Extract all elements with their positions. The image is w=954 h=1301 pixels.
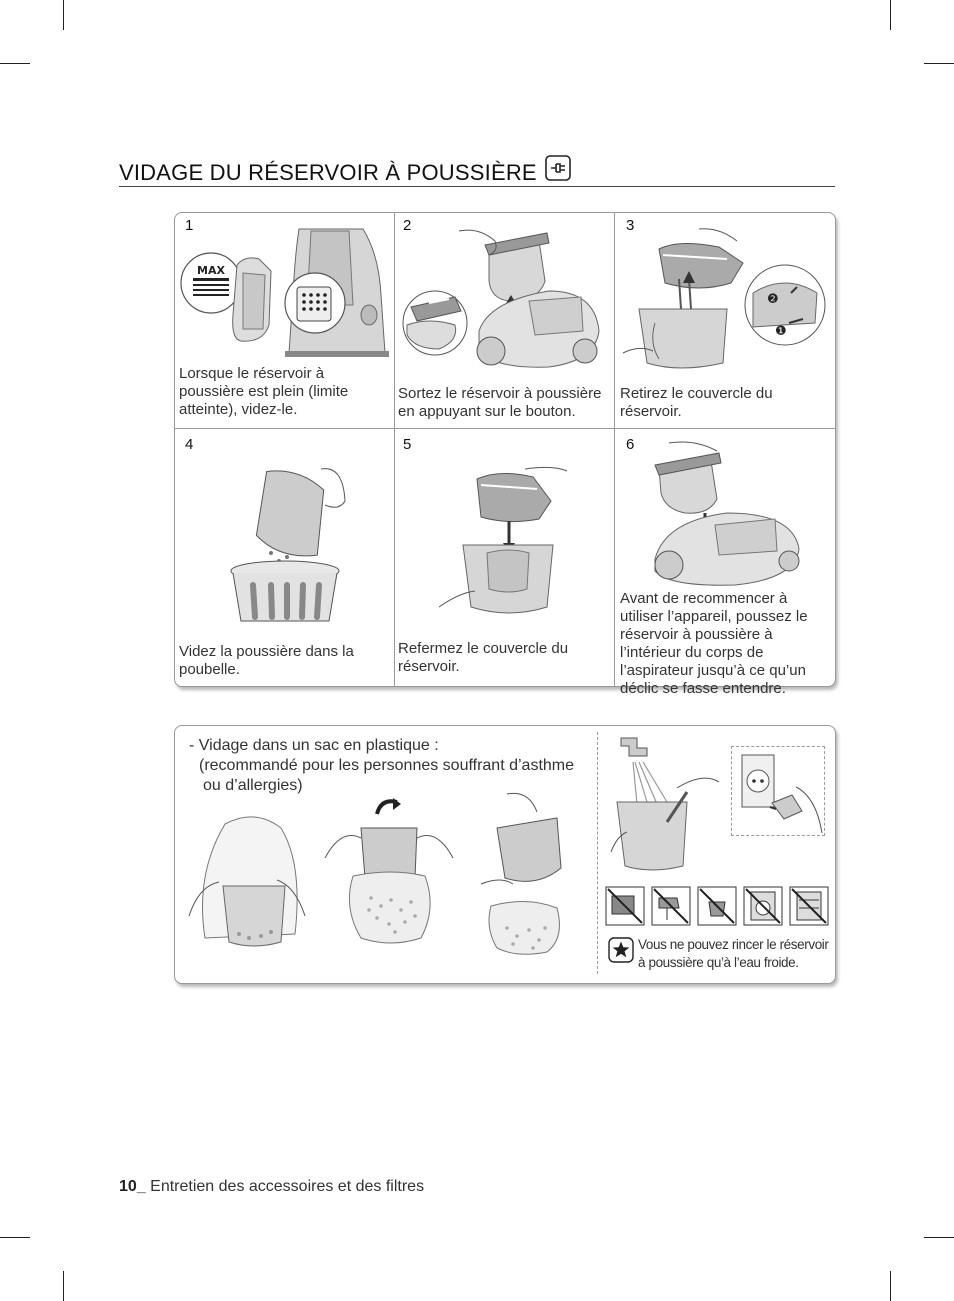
- grid-divider: [394, 213, 395, 686]
- remove-container-from-bag-illustration: [477, 788, 581, 958]
- unplug-box: [731, 746, 825, 836]
- crop-mark: [63, 1271, 64, 1301]
- plastic-bag-line-3: ou d’allergies): [203, 777, 303, 794]
- note-text: [638, 936, 833, 972]
- remove-dust-container-illustration: [399, 221, 611, 377]
- step-caption: Sortez le réservoir à poussière en appuyant sur le bouton.: [398, 385, 602, 420]
- vacuum-max-level-illustration: [179, 225, 391, 365]
- plastic-bag-instructions: [189, 736, 609, 796]
- page-number: 10_: [119, 1178, 146, 1195]
- max-label: MAX: [197, 264, 225, 277]
- grid-divider: [614, 213, 615, 686]
- prohibited-methods-icons: [605, 886, 829, 926]
- steps-panel: [174, 212, 836, 697]
- page-title-text: VIDAGE DU RÉSERVOIR À POUSSIÈRE: [119, 160, 537, 185]
- crop-mark: [63, 0, 64, 30]
- step-number: 2: [403, 217, 412, 234]
- page-footer: [119, 1178, 424, 1196]
- step-number: 1: [185, 217, 194, 234]
- crop-mark: [924, 63, 954, 64]
- no-hair-dryer-icon: [652, 887, 690, 925]
- step-caption: Refermez le couvercle du réservoir.: [398, 640, 569, 675]
- crop-mark: [0, 63, 30, 64]
- prohibited-methods-row: [605, 886, 829, 926]
- step-number: 4: [185, 436, 194, 453]
- close-cover-illustration: [429, 461, 579, 621]
- step-caption: Videz la poussière dans la poubelle.: [179, 643, 354, 678]
- no-dishwasher-icon: [790, 887, 828, 925]
- plug-symbol-icon: [545, 155, 571, 181]
- note-line-1: Vous ne pouvez rincer le réservoir: [638, 937, 829, 952]
- step-caption: Lorsque le réservoir à poussière est plein (limite atteinte), videz-le.: [179, 365, 349, 418]
- remove-cover-illustration: [619, 223, 831, 373]
- no-heater-icon: [698, 887, 736, 925]
- page-title: [119, 158, 835, 187]
- unplug-illustration: [732, 747, 824, 835]
- callout-2: ❷: [767, 292, 779, 307]
- note-line-2: à poussière qu’à l’eau froide.: [638, 955, 799, 970]
- note-star-icon: [608, 937, 634, 963]
- step-number: 5: [403, 436, 412, 453]
- grid-divider: [175, 428, 835, 429]
- crop-mark: [890, 0, 891, 30]
- crop-mark: [924, 1237, 954, 1238]
- plastic-bag-line-1: - Vidage dans un sac en plastique :: [189, 737, 439, 754]
- plastic-bag-panel: [174, 725, 836, 984]
- step-number: 6: [626, 436, 635, 453]
- rinse-under-tap-illustration: [607, 732, 727, 872]
- step-caption: Avant de recommencer à utiliser l’appareil, poussez le réservoir à poussière à l’intérieur du corps de l’aspirateur jusqu’à ce qu’un déclic se fasse entendre.: [620, 590, 808, 697]
- plastic-bag-line-2: (recommandé pour les personnes souffrant d’asthme: [199, 757, 575, 774]
- crop-mark: [0, 1237, 30, 1238]
- step-number: 3: [626, 217, 635, 234]
- shake-container-in-bag-illustration: [321, 798, 457, 948]
- bag-over-container-illustration: [185, 814, 309, 954]
- callout-1: ❶: [775, 324, 787, 339]
- empty-into-bin-illustration: [225, 461, 355, 623]
- dashed-divider: [597, 732, 598, 974]
- footer-section: Entretien des accessoires et des filtres: [150, 1178, 425, 1195]
- crop-mark: [890, 1271, 891, 1301]
- reinsert-container-illustration: [645, 439, 805, 589]
- no-washing-machine-icon: [744, 887, 782, 925]
- no-microwave-icon: [606, 887, 644, 925]
- step-caption: Retirez le couvercle du réservoir.: [620, 385, 773, 420]
